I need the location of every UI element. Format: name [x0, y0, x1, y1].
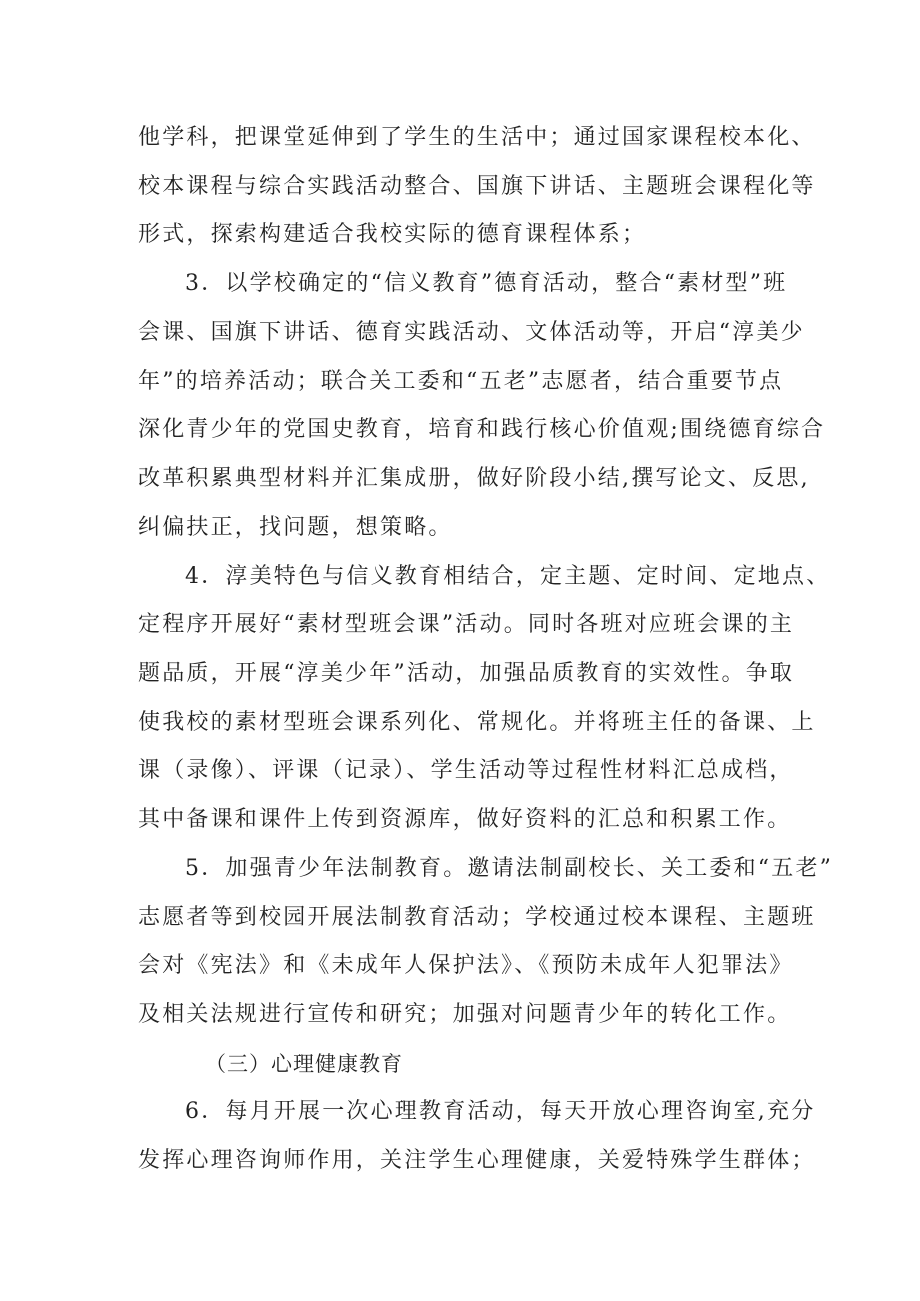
paragraph-5-line: 5．加强青少年法制教育。邀请法制副校长、关工委和“五老”: [185, 856, 834, 881]
text-line: 其中备课和课件上传到资源库，做好资料的汇总和积累工作。: [138, 807, 792, 832]
text-line: 题品质，开展“淳美少年”活动，加强品质教育的实效性。争取: [138, 661, 795, 686]
text-line: 志愿者等到校园开展法制教育活动；学校通过校本课程、主题班: [138, 905, 816, 930]
text-line: 年”的培养活动；联合关工委和“五老”志愿者，结合重要节点: [138, 369, 784, 394]
text-line: 课（录像）、评课（记录）、学生活动等过程性材料汇总成档，: [138, 758, 794, 783]
text-line: 使我校的素材型班会课系列化、常规化。并将班主任的备课、上: [138, 710, 816, 735]
paragraph-6-line: 6．每月开展一次心理教育活动，每天开放心理咨询室,充分: [185, 1099, 816, 1124]
text-line: 改革积累典型材料并汇集成册，做好阶段小结,撰写论文、反思,: [138, 466, 810, 491]
text-line: 定程序开展好“素材型班会课”活动。同时各班对应班会课的主: [138, 612, 795, 637]
text-line: 他学科，把课堂延伸到了学生的生活中；通过国家课程校本化、: [138, 125, 816, 150]
text-line: 校本课程与综合实践活动整合、国旗下讲话、主题班会课程化等: [138, 174, 816, 199]
text-line: 发挥心理咨询师作用，关注学生心理健康，关爱特殊学生群体；: [138, 1148, 816, 1173]
section-heading: （三）心理健康教育: [205, 1052, 403, 1076]
text-line: 纠偏扶正，找问题，想策略。: [138, 515, 453, 540]
text-line: 及相关法规进行宣传和研究；加强对问题青少年的转化工作。: [138, 1002, 792, 1027]
paragraph-3-line: 3．以学校确定的“信义教育”德育活动，整合“素材型”班: [185, 271, 788, 296]
text-line: 深化青少年的党国史教育，培育和践行核心价值观;围绕德育综合: [138, 417, 826, 442]
text-line: 形式，探索构建适合我校实际的德育课程体系；: [138, 222, 647, 247]
paragraph-4-line: 4．淳美特色与信义教育相结合，定主题、定时间、定地点、: [185, 564, 831, 589]
text-line: 会对《宪法》和《未成年人保护法》、《预防未成年人犯罪法》: [138, 953, 794, 978]
text-line: 会课、国旗下讲话、德育实践活动、文体活动等，开启“淳美少: [138, 320, 805, 345]
